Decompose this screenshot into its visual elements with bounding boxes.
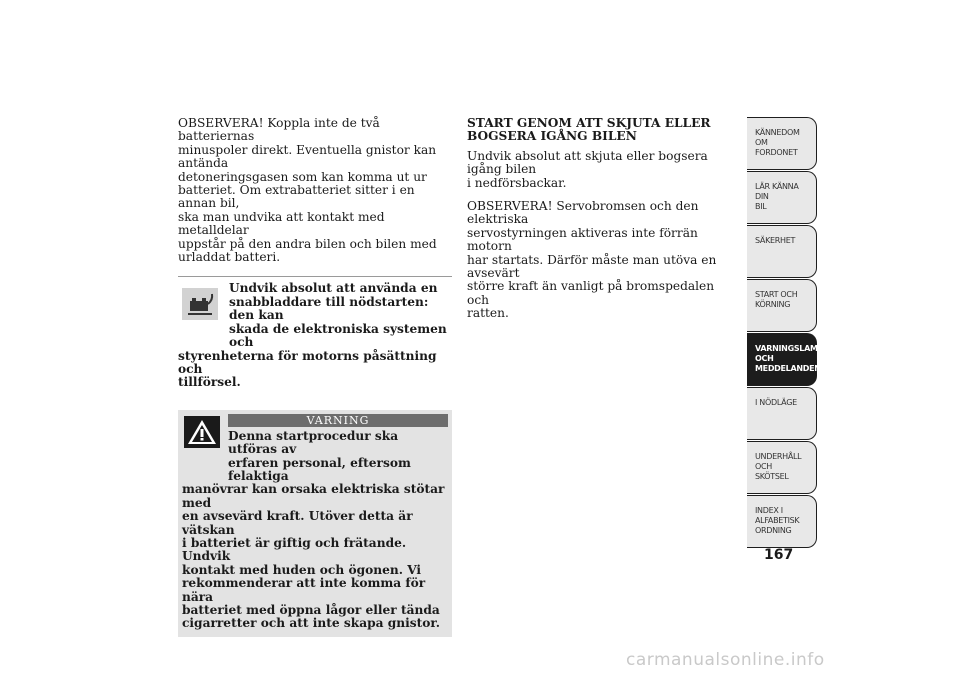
tab-label: START OCH bbox=[755, 290, 798, 299]
tab-label: INDEX I bbox=[755, 506, 783, 515]
tab-i-nodlage[interactable] bbox=[747, 387, 817, 440]
left-column bbox=[178, 117, 452, 637]
tab-label: ALFABETISK bbox=[755, 516, 800, 525]
text-line: BOGSERA IGÅNG BILEN bbox=[467, 129, 637, 144]
tab-label: BIL bbox=[755, 202, 767, 211]
tab-label: SKÖTSEL bbox=[755, 472, 789, 481]
text-line: skada de elektroniska systemen och bbox=[229, 321, 447, 350]
text-line: kontakt med huden och ögonen. Vi bbox=[182, 562, 422, 577]
warning-title: VARNING bbox=[228, 414, 448, 427]
tab-varningslampor-och-meddelanden[interactable] bbox=[747, 333, 836, 386]
text-line: Denna startprocedur ska utföras av bbox=[228, 428, 399, 457]
tab-label: SÄKERHET bbox=[755, 236, 796, 245]
right-column bbox=[467, 117, 739, 331]
tab-label: ORDNING bbox=[755, 526, 792, 535]
tab-label: KÄNNEDOM OM bbox=[755, 128, 800, 147]
caution-note bbox=[178, 282, 452, 389]
text-line: snabbladdare till nödstarten: den kan bbox=[229, 294, 429, 323]
servo-paragraph bbox=[467, 200, 739, 321]
page-number: 167 bbox=[764, 547, 794, 563]
text-line: ska man undvika att kontakt med metalldelar bbox=[178, 209, 385, 238]
tab-label: UNDERHÅLL OCH bbox=[755, 452, 802, 471]
text-line: uppstår på den andra bilen och bilen med bbox=[178, 236, 437, 251]
warning-box bbox=[178, 410, 452, 637]
tab-label: LÄR KÄNNA DIN bbox=[755, 182, 799, 201]
tab-label: FORDONET bbox=[755, 148, 798, 157]
text-line: erfaren personal, eftersom felaktiga bbox=[228, 455, 411, 483]
tab-label: KÖRNING bbox=[755, 300, 791, 309]
push-start-paragraph bbox=[467, 150, 739, 190]
text-line: detoneringsgasen som kan komma ut ur bbox=[178, 169, 427, 184]
chapter-tabs bbox=[747, 117, 836, 549]
tab-index-i-alfabetisk-ordning[interactable] bbox=[747, 495, 817, 548]
text-line: Undvik absolut att skjuta eller bogsera igång bilen bbox=[467, 148, 708, 177]
text-line: en avsevärd kraft. Utöver detta är vätskan bbox=[182, 509, 413, 537]
text-line: manövrar kan orsaka elektriska stötar med bbox=[182, 482, 445, 510]
battery-charger-icon bbox=[182, 288, 218, 320]
tab-lar-kanna-din-bil[interactable] bbox=[747, 171, 817, 224]
tab-label: MEDDELANDEN bbox=[755, 364, 821, 373]
text-line: batteriet. Om extrabatteriet sitter i en annan bil, bbox=[178, 183, 415, 211]
text-line: styrenheterna för motorns påsättning och bbox=[178, 348, 437, 376]
watermark: carmanualsonline.info bbox=[626, 650, 825, 670]
tab-sakerhet[interactable] bbox=[747, 225, 817, 278]
text-line: minuspoler direkt. Eventuella gnistor kan antända bbox=[178, 142, 437, 171]
text-line: större kraft än vanligt på bromspedalen och bbox=[467, 279, 715, 307]
observera-paragraph bbox=[178, 117, 452, 264]
text-line: START GENOM ATT SKJUTA ELLER bbox=[467, 116, 711, 130]
text-line: cigarretter och att inte skapa gnistor. bbox=[182, 616, 440, 631]
tab-label: I NÖDLÄGE bbox=[755, 398, 797, 407]
text-line: i nedförsbackar. bbox=[467, 175, 567, 190]
text-line: ratten. bbox=[467, 306, 509, 321]
text-line: tillförsel. bbox=[178, 375, 241, 390]
text-line: rekommenderar att inte komma för nära bbox=[182, 576, 426, 604]
text-line: servostyrningen aktiveras inte förrän motorn bbox=[467, 225, 698, 254]
tab-label: VARNINGSLAMPOR bbox=[755, 344, 836, 353]
text-line: batteriet med öppna lågor eller tända bbox=[182, 603, 440, 617]
tab-start-och-korning[interactable] bbox=[747, 279, 817, 332]
text-line: OBSERVERA! Koppla inte de två batteriernas bbox=[178, 116, 380, 144]
warning-triangle-icon bbox=[184, 416, 220, 448]
tab-underhall-och-skotsel[interactable] bbox=[747, 441, 817, 494]
tab-kannedom-om-fordonet[interactable] bbox=[747, 117, 817, 170]
text-line: i batteriet är giftig och frätande. Undvik bbox=[182, 535, 407, 564]
tab-label: OCH bbox=[755, 354, 774, 363]
text-line: har startats. Därför måste man utöva en avsevärt bbox=[467, 252, 717, 281]
text-line: OBSERVERA! Servobromsen och den elektriska bbox=[467, 199, 699, 227]
text-line: urladdat batteri. bbox=[178, 250, 281, 265]
divider bbox=[178, 276, 452, 277]
section-heading bbox=[467, 117, 739, 144]
text-line: Undvik absolut att använda en bbox=[229, 281, 438, 296]
